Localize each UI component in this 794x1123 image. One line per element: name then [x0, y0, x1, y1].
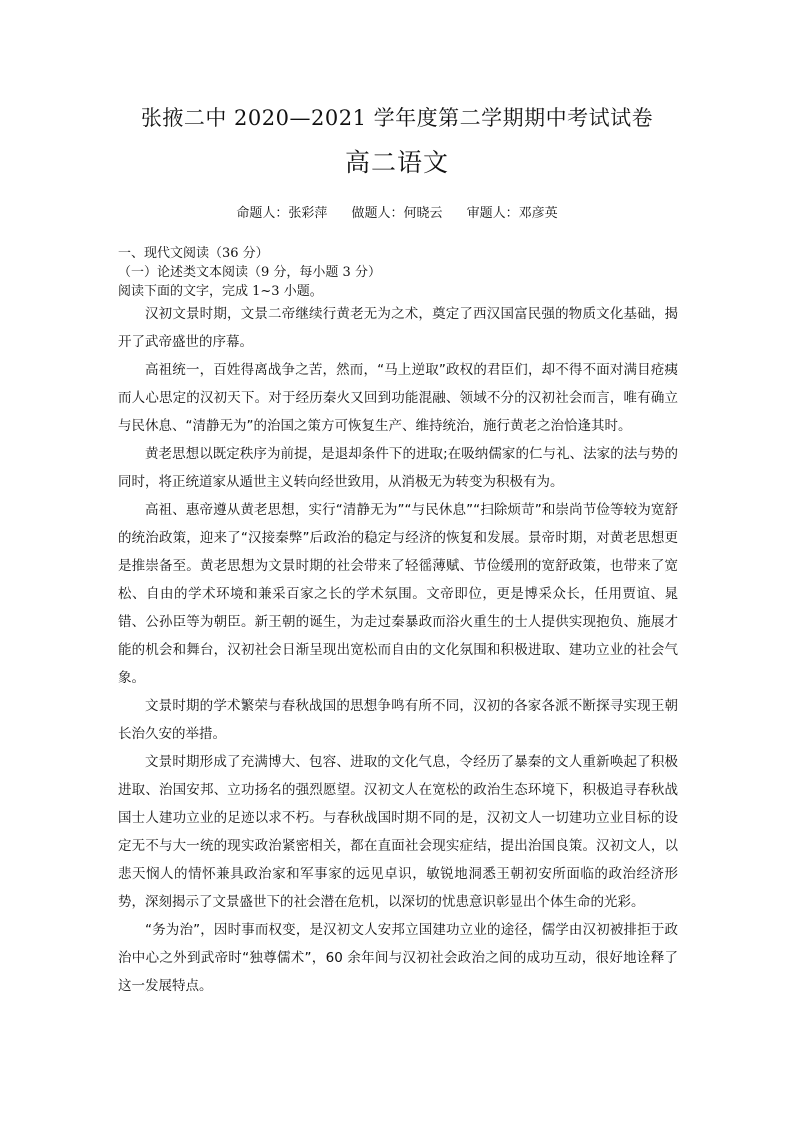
reading-passage — [118, 300, 678, 1000]
passage-paragraph: 文景时期的学术繁荣与春秋战国的思想争鸣有所不同，汉初的各家各派不断探寻实现王朝长治久安的举措。 — [118, 698, 678, 742]
section-heading-subpart: （一）论述类文本阅读（9 分，每小题 3 分） — [118, 265, 381, 280]
question-reviewer: 审题人：邓彦英 — [466, 206, 558, 221]
passage-paragraph: 高祖统一，百姓得离战争之苦，然而，“马上逆取”政权的君臣们，却不得不面对满目疮痍而人心思定的汉初天下。对于经历秦火又回到功能混融、领域不分的汉初社会而言，唯有确立与民休息、“清静无为”的治国之策方可恢复生产、维持统治，施行黄老之治恰逢其时。 — [118, 362, 678, 434]
passage-paragraph: 文景时期形成了充满博大、包容、进取的文化气息，令经历了暴秦的文人重新唤起了积极进取、治国安邦、立功扬名的强烈愿望。汉初文人在宽松的政治生态环境下，积极追寻春秋战国士人建功立业的足迹以求不朽。与春秋战国时期不同的是，汉初文人一切建功立业目标的设定无不与大一统的现实政治紧密相关，都在直面社会现实症结，提出治国良策。汉初文人，以悲天悯人的情怀兼具政治家和军事家的远见卓识，敏锐地洞悉王朝初安所面临的政治经济形势，深刻揭示了文景盛世下的社会潜在危机，以深切的忧患意识彰显出个体生命的光彩。 — [118, 754, 678, 910]
passage-paragraph: 高祖、惠帝遵从黄老思想，实行“清静无为”“与民休息”“扫除烦苛”和崇尚节俭等较为宽舒的统治政策，迎来了“汉接秦弊”后政治的稳定与经济的恢复和发展。景帝时期，对黄老思想更是推崇备至。黄老思想为文景时期的社会带来了轻徭薄赋、节俭缓刑的宽舒政策，也带来了宽松、自由的学术环境和兼采百家之长的学术氛围。文帝即位，更是博采众长，任用贾谊、晁错、公孙臣等为朝臣。新王朝的诞生，为走过秦暴政而浴火重生的士人提供实现抱负、施展才能的机会和舞台，汉初社会日渐呈现出宽松而自由的文化氛围和积极进取、建功立业的社会气象。 — [118, 502, 678, 686]
passage-paragraph: 黄老思想以既定秩序为前提，是退却条件下的进取;在吸纳儒家的仁与礼、法家的法与势的同时，将正统道家从遁世主义转向经世致用，从消极无为转变为积极有为。 — [118, 446, 678, 490]
reading-instruction: 阅读下面的文字，完成 1~3 小题。 — [118, 284, 323, 299]
section-heading-part1: 一、现代文阅读（36 分） — [118, 246, 269, 261]
exam-title: 张掖二中 2020—2021 学年度第二学期期中考试试卷 — [140, 106, 654, 130]
exam-subject: 高二语文 — [344, 148, 449, 177]
passage-paragraph: “务为治”，因时事而权变，是汉初文人安邦立国建功立业的途径，儒学由汉初被排拒于政治中心之外到武帝时“独尊儒术”，60 余年间与汉初社会政治之间的成功互动，很好地诠释了这一发展特点。 — [118, 922, 678, 994]
question-solver: 做题人：何晓云 — [351, 206, 443, 221]
author-line — [0, 202, 794, 221]
question-setter: 命题人：张彩萍 — [236, 206, 328, 221]
passage-paragraph: 汉初文景时期，文景二帝继续行黄老无为之术，奠定了西汉国富民强的物质文化基础，揭开了武帝盛世的序幕。 — [118, 306, 678, 350]
